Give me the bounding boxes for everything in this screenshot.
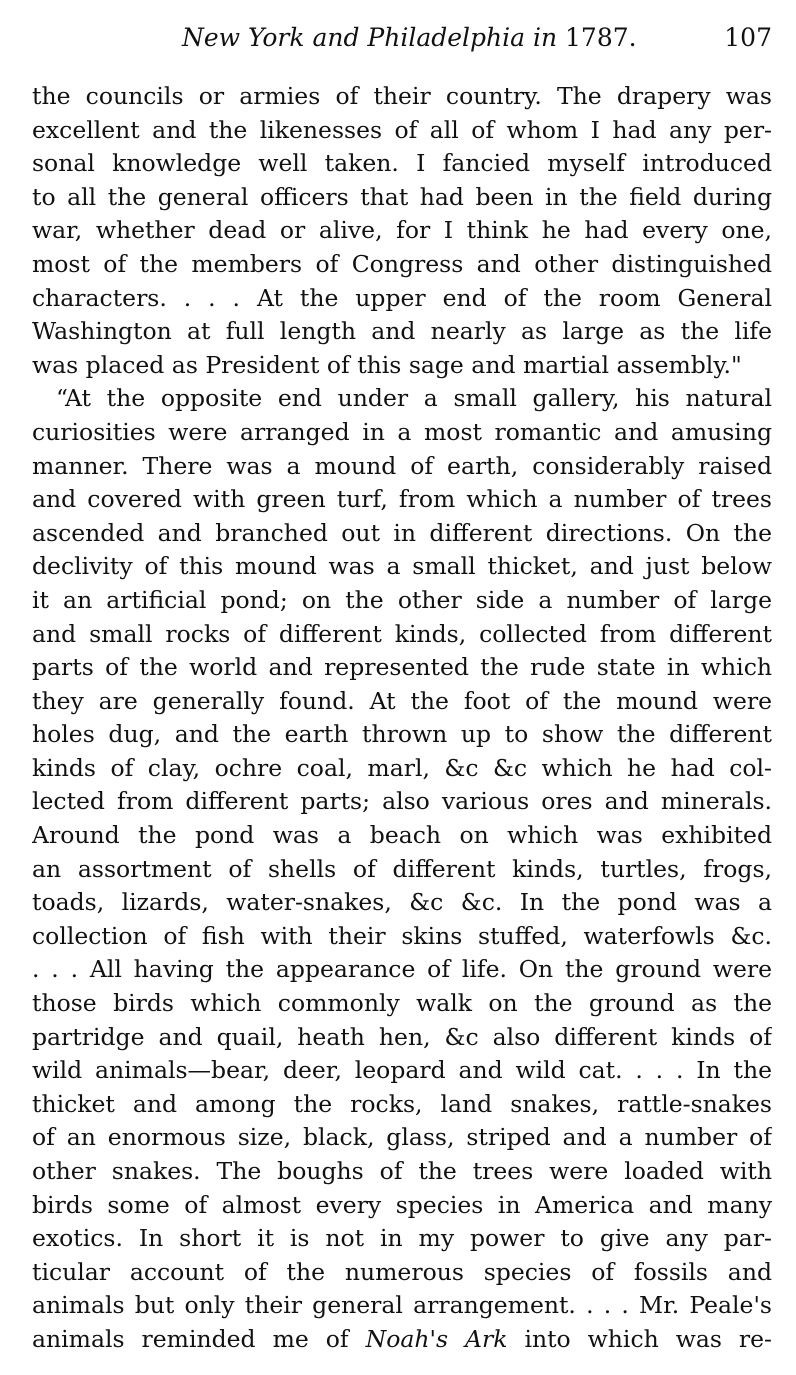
running-title: [182, 18, 637, 58]
text-line: an assortment of shells of different kinds, turtles, frogs,: [32, 854, 772, 883]
text-line: thicket and among the rocks, land snakes, rattle-snakes: [32, 1089, 772, 1118]
running-title-year: 1787.: [557, 23, 637, 52]
text-line: manner. There was a mound of earth, considerably raised: [32, 451, 772, 480]
text-line: birds some of almost every species in America and many: [32, 1190, 772, 1219]
final-line-before: animals reminded me of: [32, 1324, 366, 1353]
text-line: other snakes. The boughs of the trees were loaded with: [32, 1157, 772, 1185]
text-line: collection of fish with their skins stuffed, waterfowls &c.: [32, 921, 772, 950]
text-line: toads, lizards, water-snakes, &c &c. In the pond was a: [32, 888, 772, 917]
text-line: and small rocks of different kinds, collected from different: [32, 619, 772, 648]
text-line: Around the pond was a beach on which was exhibited: [32, 821, 772, 850]
text-line: most of the members of Congress and other distinguished: [32, 249, 772, 278]
page-number: 107: [724, 23, 772, 52]
text-line: wild animals—bear, deer, leopard and wild cat. . . . In the: [32, 1056, 772, 1085]
text-line: parts of the world and represented the rude state in which: [32, 653, 772, 682]
running-head: [32, 18, 772, 58]
final-line-after: into which was re-: [507, 1324, 772, 1353]
text-line: war, whether dead or alive, for I think he had every one,: [32, 216, 772, 245]
text-line: . . . All having the appearance of life. On the ground were: [32, 955, 772, 984]
body-text: [32, 80, 772, 1357]
text-line: animals but only their general arrangement. . . . Mr. Peale's: [32, 1291, 772, 1320]
text-line: holes dug, and the earth thrown up to show the different: [32, 720, 772, 749]
text-line: partridge and quail, heath hen, &c also different kinds of: [32, 1022, 772, 1051]
text-line: excellent and the likenesses of all of whom I had any per-: [32, 115, 772, 144]
text-line-final: [32, 1323, 772, 1357]
text-line: they are generally found. At the foot of the mound were: [32, 686, 772, 715]
final-line-italic: Noah's Ark: [365, 1324, 508, 1353]
text-line: ticular account of the numerous species of fossils and: [32, 1257, 772, 1286]
running-title-text: New York and Philadelphia in: [182, 23, 558, 52]
text-line: of an enormous size, black, glass, striped and a number of: [32, 1123, 772, 1152]
text-line: Washington at full length and nearly as large as the life: [32, 317, 772, 346]
text-line: those birds which commonly walk on the ground as the: [32, 989, 772, 1018]
text-line: “At the opposite end under a small gallery, his natural: [56, 384, 772, 413]
text-line: kinds of clay, ochre coal, marl, &c &c which he had col-: [32, 753, 772, 782]
text-line: and covered with green turf, from which a number of trees: [32, 485, 772, 514]
text-line: it an artificial pond; on the other side a number of large: [32, 585, 772, 614]
text-line: declivity of this mound was a small thicket, and just below: [32, 552, 772, 581]
text-line: the councils or armies of their country. The drapery was: [32, 82, 772, 110]
text-line: curiosities were arranged in a most romantic and amusing: [32, 417, 772, 446]
text-line: was placed as President of this sage and martial assembly.": [32, 350, 742, 379]
text-line: characters. . . . At the upper end of the room General: [32, 283, 772, 312]
text-line: exotics. In short it is not in my power to give any par-: [32, 1224, 772, 1253]
text-line: lected from different parts; also various ores and minerals.: [32, 787, 772, 816]
text-line: ascended and branched out in different directions. On the: [32, 518, 772, 547]
text-line: to all the general officers that had been in the field during: [32, 182, 772, 211]
text-line: sonal knowledge well taken. I fancied myself introduced: [32, 149, 772, 178]
